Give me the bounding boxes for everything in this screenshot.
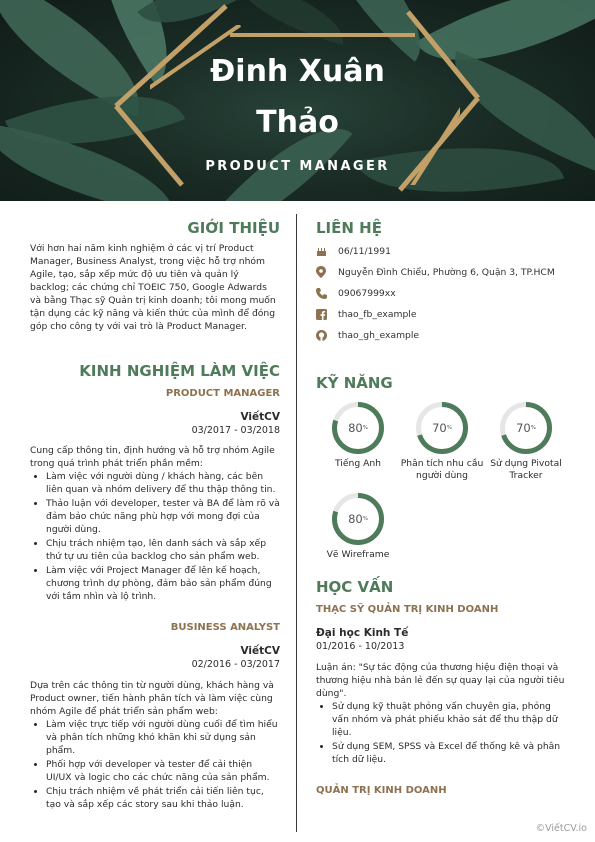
map-pin-icon [316, 266, 338, 278]
list-item: • Phối hợp với developer và tester để cải thiện UI/UX và logic cho các chức năng của sản phẩm. [46, 758, 280, 784]
education-dates: 01/2016 - 10/2013 [316, 641, 405, 652]
left-column [30, 218, 280, 812]
experience-title: KINH NGHIỆM LÀM VIỆC [79, 362, 280, 380]
candidate-name-line1: Đinh Xuân [210, 54, 385, 89]
contact-text: thao_fb_example [338, 308, 417, 320]
skills-title: KỸ NĂNG [316, 374, 393, 392]
job-entry [30, 621, 280, 811]
job-summary: Cung cấp thông tin, định hướng và hỗ trợ nhóm Agile trong quá trình phát triển phần mềm: [30, 445, 275, 469]
list-item: • Sử dụng SEM, SPSS và Excel để thống kê và phân tích dữ liệu. [332, 740, 570, 766]
list-item: • Thảo luận với developer, tester và BA để làm rõ và đảm bảo chức năng phù hợp với mong đợi của người dùng. [46, 497, 280, 536]
list-item: • Chịu trách nhiệm tạo, lên danh sách và sắp xếp thứ tự ưu tiên của backlog cho sản phẩm web. [46, 537, 280, 563]
job-company: ViếtCV [240, 645, 280, 657]
contact-text: 06/11/1991 [338, 245, 391, 257]
contact-github[interactable] [316, 325, 570, 345]
degree-title: QUẢN TRỊ KINH DOANH [316, 785, 447, 796]
candidate-role: PRODUCT MANAGER [205, 159, 390, 174]
contact-text: thao_gh_example [338, 329, 420, 341]
job-dates: 03/2017 - 03/2018 [191, 425, 280, 436]
skill-ring [331, 492, 385, 546]
skill-unit: % [530, 425, 536, 431]
contact-facebook[interactable] [316, 304, 570, 324]
job-entry [30, 387, 280, 603]
skill-unit: % [362, 425, 368, 431]
candidate-name-line2: Thảo [256, 105, 339, 140]
right-column [316, 218, 570, 798]
intro-text: Với hơn hai năm kinh nghiệm ở các vị trí Product Manager, Business Analyst, trong việc hỗ trợ nhóm Agile, tạo, sắp xếp mức độ ưu tiên và quản lý backlog; các chứng chỉ TOEIC 750, Google Adwards và bằng Thạc sỹ Quản trị kinh doanh; tôi mong muốn tận dụng các kỹ năng và kiến thức của mình để đóng góp cho công ty với vai trò là Product Manager. [30, 243, 276, 332]
job-bullets [30, 718, 280, 811]
skill-value: 80 [348, 421, 363, 435]
phone-icon [316, 288, 338, 299]
school-name: Đại học Kinh Tế [316, 627, 409, 639]
skill-unit: % [446, 425, 452, 431]
watermark: ©ViếtCV.io [535, 823, 587, 834]
intro-title: GIỚI THIỆU [187, 219, 280, 237]
contact-text: 09067999xx [338, 287, 396, 299]
skill-item [316, 401, 400, 482]
skill-unit: % [362, 516, 368, 522]
thesis-text: Luận án: "Sự tác động của thương hiệu điện thoại và thương hiệu nhà bán lẻ đến sự quay lại của người tiêu dùng". [316, 662, 565, 699]
skill-item [316, 492, 400, 561]
skill-ring [331, 401, 385, 455]
job-position: BUSINESS ANALYST [170, 622, 280, 633]
list-item: • Làm việc với Project Manager để lên kế hoạch, chương trình dự phòng, đảm bảo sản phẩm đúng với tầm nhìn và lộ trình. [46, 564, 280, 603]
list-item: • Chịu trách nhiệm về phát triển cải tiến liên tục, tạo và sắp xếp các story sau khi thảo luận. [46, 785, 280, 811]
skill-name: Tiếng Anh [334, 458, 382, 469]
contact-list [316, 241, 570, 345]
education-title: HỌC VẤN [316, 578, 394, 596]
degree-title: THẠC SỸ QUẢN TRỊ KINH DOANH [316, 604, 499, 615]
column-divider [296, 214, 297, 832]
contact-phone [316, 283, 570, 303]
contact-birthday [316, 241, 570, 261]
education-entry [316, 603, 570, 766]
skill-ring [499, 401, 553, 455]
birthday-cake-icon [316, 246, 338, 257]
list-item: • Làm việc trực tiếp với người dùng cuối để tìm hiểu và phân tích những khó khăn khi sử dụng sản phẩm. [46, 718, 280, 757]
job-dates: 02/2016 - 03/2017 [191, 659, 280, 670]
contact-text: Nguyễn Đình Chiểu, Phường 6, Quận 3, TP.HCM [338, 266, 555, 278]
job-bullets [30, 470, 280, 603]
github-icon [316, 330, 338, 341]
skill-item [400, 401, 484, 482]
education-bullets [316, 700, 570, 766]
skill-value: 70 [516, 421, 531, 435]
list-item: • Sử dụng kỹ thuật phỏng vấn chuyên gia, phỏng vấn nhóm và phát phiếu khảo sát để thu thập dữ liệu. [332, 700, 570, 739]
list-item: • Làm việc với người dùng / khách hàng, các bên liên quan và nhóm delivery để thu thập thông tin. [46, 470, 280, 496]
skill-name: Sử dụng Pivotal Tracker [490, 458, 562, 481]
skill-item [484, 401, 568, 482]
skills-list [316, 401, 570, 571]
skill-ring [415, 401, 469, 455]
facebook-icon [316, 309, 338, 320]
skill-value: 70 [432, 421, 447, 435]
header-banner [0, 0, 595, 201]
job-position: PRODUCT MANAGER [165, 388, 280, 399]
skill-name: Vẽ Wireframe [326, 549, 390, 560]
contact-title: LIÊN HỆ [316, 219, 382, 237]
contact-address [316, 262, 570, 282]
skill-name: Phân tích nhu cầu người dùng [400, 458, 484, 481]
job-summary: Dựa trên các thông tin từ người dùng, khách hàng và Product owner, tiến hành phân tích và làm việc cùng nhóm Agile để phát triển sản phẩm web: [30, 680, 274, 717]
job-company: ViếtCV [240, 411, 280, 423]
skill-value: 80 [348, 512, 363, 526]
